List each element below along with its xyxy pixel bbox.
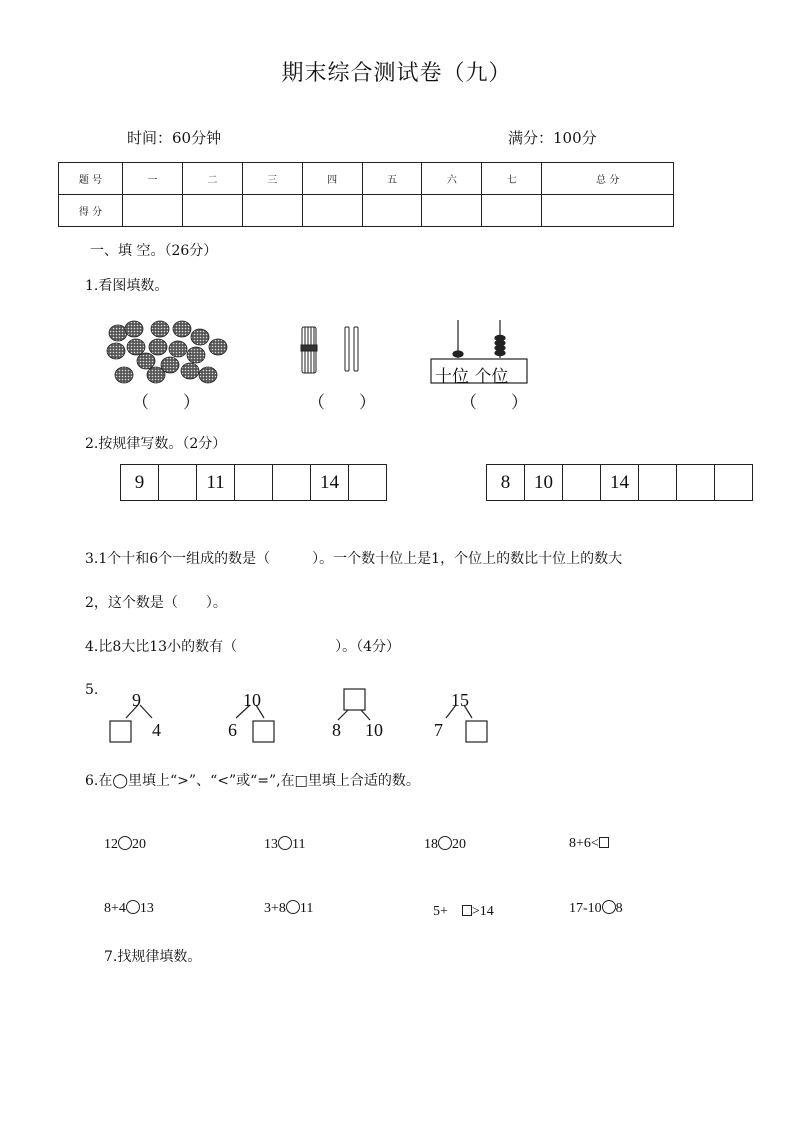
score-cell[interactable]: [123, 195, 183, 227]
answer-paren-2[interactable]: （ ）: [308, 393, 376, 413]
score-table: [58, 162, 674, 227]
sequence-cell[interactable]: [677, 465, 715, 501]
sequence-cell[interactable]: [349, 465, 387, 501]
tree-2-left: 6: [228, 720, 237, 740]
score-header-cell: 七: [482, 163, 542, 195]
compare-item: [104, 836, 146, 853]
compare-right: 8: [615, 901, 623, 916]
compare-left: 12: [104, 837, 118, 852]
tree-4-top: 15: [451, 690, 469, 710]
score-cell[interactable]: [362, 195, 422, 227]
question-3-line-2: 2，这个数是（ ）。: [85, 595, 227, 611]
tree-2-top: 10: [243, 690, 261, 710]
compare-item: [569, 900, 623, 917]
compare-right: 20: [452, 837, 466, 852]
score-cell[interactable]: [182, 195, 242, 227]
compare-right: 20: [132, 837, 146, 852]
sequence-cell[interactable]: [715, 465, 753, 501]
score-header-cell: 二: [182, 163, 242, 195]
compare-circle[interactable]: [286, 900, 300, 914]
compare-item: [264, 836, 305, 853]
score-cell[interactable]: [302, 195, 362, 227]
section-1-heading: 一、填 空。（26分）: [90, 243, 218, 259]
time-limit: 时间：60分钟: [127, 129, 222, 147]
compare-item: [104, 900, 154, 917]
page-title: 期末综合测试卷（九）: [281, 61, 512, 86]
answer-square[interactable]: [599, 837, 609, 848]
compare-left: 8+4: [104, 901, 126, 916]
sequence-table-1: [120, 464, 387, 501]
score-cell[interactable]: [422, 195, 482, 227]
tree-3-right: 10: [365, 720, 383, 740]
sequence-cell[interactable]: [235, 465, 273, 501]
compare-right: 13: [139, 901, 154, 916]
compare-item: [569, 836, 609, 852]
score-header-cell: 总 分: [542, 163, 674, 195]
compare-circle[interactable]: [278, 836, 292, 850]
score-header-cell: 一: [123, 163, 183, 195]
score-header-cell: 题 号: [59, 163, 123, 195]
score-cell[interactable]: [482, 195, 542, 227]
compare-circle[interactable]: [438, 836, 452, 850]
score-table-header-row: [59, 163, 674, 195]
answer-paren-1[interactable]: （ ）: [132, 393, 200, 413]
compare-left: 13: [264, 837, 278, 852]
strawberries-illustration: [100, 315, 240, 393]
tree-1-top: 9: [132, 690, 141, 710]
score-row-label: 得 分: [59, 195, 123, 227]
sequence-table-2: [486, 464, 753, 501]
sequence-cell[interactable]: [159, 465, 197, 501]
compare-item: [424, 836, 466, 853]
score-header-cell: 六: [422, 163, 482, 195]
tree-1-right: 4: [152, 720, 161, 740]
answer-paren-3[interactable]: （ ）: [460, 393, 528, 413]
compare-circle[interactable]: [126, 900, 140, 914]
compare-item: [264, 900, 313, 917]
tree-3-left: 8: [332, 720, 341, 740]
compare-left: 3+8: [264, 901, 286, 916]
question-3-line-1: 3.1个十和6个一组成的数是（ ）。一个数十位上是1，个位上的数比十位上的数大: [85, 551, 623, 567]
compare-circle[interactable]: [118, 836, 132, 850]
compare-right: >14: [471, 904, 494, 919]
compare-left: 5+: [433, 904, 462, 919]
score-cell[interactable]: [242, 195, 302, 227]
answer-box: [344, 689, 365, 710]
score-table-score-row: [59, 195, 674, 227]
sequence-cell[interactable]: 14: [601, 465, 639, 501]
sticks-illustration: [298, 325, 368, 377]
compare-circle[interactable]: [602, 900, 616, 914]
abacus-label: 十位 个位: [435, 367, 509, 387]
score-header-cell: 四: [302, 163, 362, 195]
compare-left: 8+6<: [569, 836, 599, 851]
compare-left: 18: [424, 837, 438, 852]
question-2-text: 2.按规律写数。（2分）: [85, 436, 227, 452]
answer-box: [110, 721, 131, 742]
sequence-cell[interactable]: [563, 465, 601, 501]
full-score: 满分：100分: [508, 129, 597, 147]
sequence-cell[interactable]: [273, 465, 311, 501]
question-7-text: 7.找规律填数。: [104, 949, 202, 965]
answer-box: [466, 721, 487, 742]
compare-item: [433, 900, 494, 920]
question-5-label: 5.: [85, 682, 99, 698]
sequence-cell[interactable]: 11: [197, 465, 235, 501]
score-header-cell: 五: [362, 163, 422, 195]
sequence-cell[interactable]: [639, 465, 677, 501]
answer-square[interactable]: [462, 905, 472, 916]
question-1-text: 1.看图填数。: [85, 278, 169, 294]
sequence-cell[interactable]: 14: [311, 465, 349, 501]
question-6-text: 6.在◯里填上“>”、“<”或“=”,在□里填上合适的数。: [85, 773, 420, 789]
question-4-text: 4.比8大比13小的数有（ ）。（4分）: [85, 639, 400, 655]
sequence-cell[interactable]: 10: [525, 465, 563, 501]
sequence-cell[interactable]: 8: [487, 465, 525, 501]
sequence-cell[interactable]: 9: [121, 465, 159, 501]
score-cell[interactable]: [542, 195, 674, 227]
tree-4-left: 7: [434, 720, 443, 740]
compare-right: 11: [292, 837, 306, 852]
compare-right: 11: [299, 901, 314, 916]
compare-left: 17-10: [569, 901, 602, 916]
score-header-cell: 三: [242, 163, 302, 195]
answer-box: [253, 721, 274, 742]
